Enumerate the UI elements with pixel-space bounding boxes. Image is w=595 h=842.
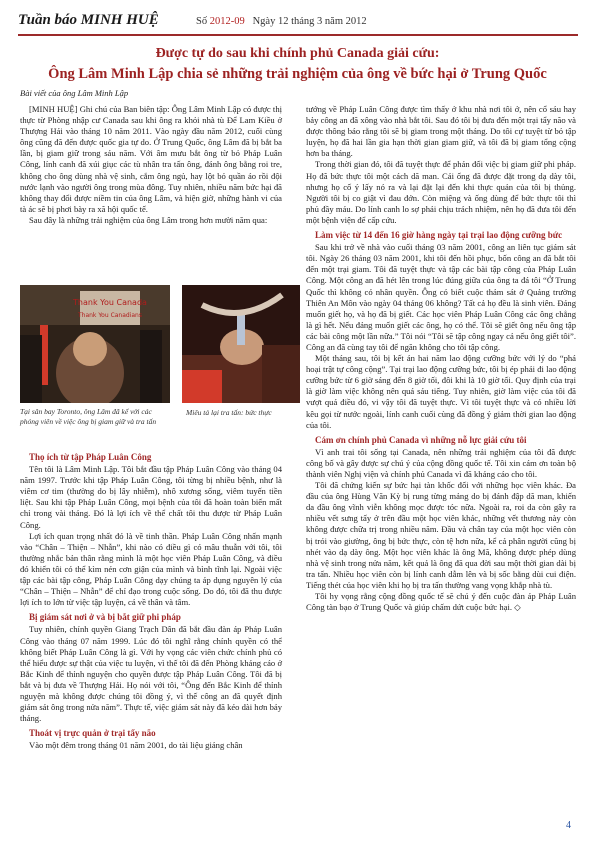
section-heading: Thoát vị trực quản ở trại tẩy não xyxy=(29,728,156,739)
body-paragraph: Sau khi trở về nhà vào cuối tháng 03 năm 2001, công an liên tục giám sát tôi. Ngày 26 tháng 03 năm 2001, khi tôi đến hồi phục, bốn công an đã bắt tôi đến một trại giam. Tôi đã tuyệt thực và tập các bài tập công của Pháp Luân Công. Một công an đã hét lên trong lúc đúng giữa của ông ta đá tôi “Ở Trung Quốc thì không có nhân quyền. Ông có biết cuộc thảm sát ở Quảng trường Thiên An Môn vào ngày 04 tháng 06 không? Tất cả họ đều là sinh viên. Đảng muốn giết họ, và họ đã bị giết. Các học viên Pháp Luân Công các ông chẳng là gì hết. Nếu đảng muốn giết các ông, họ có thể. Tôi sẽ giết ông nếu ông tập các bài công một lần nữa.” Tôi nói “Tôi sẽ tập công ngay cả nếu ông giết tôi”. Công an đã cùng tay tôi để ngăn không cho tôi tập công. xyxy=(306,242,576,352)
article-title-line2: Ông Lâm Minh Lập chia sẻ những trải nghiệm của ông về bức hại ở Trung Quốc xyxy=(48,66,547,82)
torture-reenactment-photo xyxy=(182,285,300,403)
sign-text-1: Thank You Canada xyxy=(73,298,147,307)
body-paragraph: Tôi hy vọng rằng cộng đồng quốc tế sẽ chú ý đến cuộc đàn áp Pháp Luân Công tàn bạo ở Trung Quốc và giúp chấm dứt cuộc bức hại. ◇ xyxy=(306,591,576,613)
issue-date: Ngày 12 tháng 3 năm 2012 xyxy=(252,16,367,27)
right-column-body xyxy=(306,104,576,613)
page-number: 4 xyxy=(566,820,571,831)
byline: Bài viết của ông Lâm Minh Lập xyxy=(20,88,129,98)
issue-info xyxy=(196,16,367,27)
masthead xyxy=(18,10,578,36)
left-column-body xyxy=(20,448,282,751)
issue-prefix: Số xyxy=(196,16,210,27)
body-paragraph: Tên tôi là Lâm Minh Lập. Tôi bắt đầu tập Pháp Luân Công vào tháng 04 năm 1997. Trước khi tập Pháp Luân Công, tôi từng bị nhiều bệnh, như là viêm cơ tim (thường do bị lây nhiễm), nhô xương sống, viêm tuyến tiền liệt. Sau khi tập Pháp Luân Công, mọi bệnh của tôi đã hoàn toàn biến mất chỉ trong vài tháng. Đó là lợi ích về thể chất tôi thu được từ Pháp Luân Công. xyxy=(20,464,282,530)
body-paragraph: Tôi đã chứng kiến sự bức hại tàn khốc đối với những học viên khác. Đa đầu của ông Hùng Văn Kỳ bị rung từng mảng do bị đánh đập dã man, khiến da đầu ông vĩnh viễn không mọc được tóc nữa. Ngoài ra, roi da còn gây ra nhiều vết sưng tấy ở trên đầu một học viên khác, những vết thương này còn không được chữa trị trong nhiều năm. Đầu và chân tay của một học viên còn bị trói vào giường, ông bị bức thực, còn tệ hơn nữa, kể cả phân người cũng bị nhét vào dạ dày ông. Một học viên khác là ông Mã, không được phép dùng nhà vệ sinh trong nửa năm, kết quả là ông đã qua đời sau một thời gian dài bị tra tấn. Nhiều học viên còn bị lính canh dẫm lên và bị sốc bằng dùi cui điện. Tiếng thét của học viên khi họ bị tra tấn thường vang vọng khắp nhà tù. xyxy=(306,480,576,590)
body-paragraph: Một tháng sau, tôi bị kết án hai năm lao động cưỡng bức với lý do “phá hoại trật tự công cộng”. Tại trại lao động cưỡng bức, tôi bị ép phải đi lao động cưỡng bức từ 6 giờ sáng đến 8 giờ tối, đôi khi là 10 giờ tối. Quy định của trại là giờ làm việc không nên quá sáu tiếng. Tuy nhiên, giờ làm việc của tôi đã vượt quá điều đó, vi vậy tôi đã tuyệt thực. Vì tôi tuyệt thực và có nhiều lời kêu gọi từ nước ngoài, lính canh cuối cùng đã đồng ý giảm thời gian lao động của tôi. xyxy=(306,353,576,430)
article-title-line1: Được tự do sau khi chính phủ Canada giải cứu: xyxy=(155,46,440,61)
publication-name: Tuần báo MINH HUỆ xyxy=(18,12,159,28)
section-heading: Làm việc từ 14 đến 16 giờ hàng ngày tại trại lao động cưỡng bức xyxy=(315,230,563,241)
torture-photo-graphic xyxy=(182,285,300,403)
intro-column xyxy=(20,104,282,226)
airport-photo-graphic xyxy=(20,285,170,403)
body-paragraph: tướng về Pháp Luân Công được tìm thấy ở khu nhà nơi tôi ở, nên cổ sáu hay bảy công an đã xông vào nhà bắt tôi. Sau đó tôi bị đưa đến một trại tẩy não và được thông báo rằng tôi sẽ bị giam trong một tháng. Do tôi cự tuyệt từ bỏ tập luyện, họ đã hai lần gia hạn thời gian giam giữ, và tôi đã bị giam tổng cộng hơn ba tháng. xyxy=(306,104,576,159)
body-paragraph: Trong thời gian đó, tôi đã tuyệt thực để phản đối việc bị giam giữ phi pháp. Họ đã bức thực tôi một cách dã man. Cái ống đã được đặt trong dạ dày tôi, nhưng họ cố ý lấy nó ra và lại đặt lại đến khi thực quản của tôi bị thủng. Người tôi bị co giật vì đau đớn. Còn miệng và ống dùng để bức thực tôi thì phủ đầy máu. Do lính canh lo sợ phải chịu trách nhiệm, nên họ đã đưa tôi đến một bệnh viện để cấp cứu. xyxy=(306,159,576,225)
photo-caption-torture: Miêu tả lại tra tấn: bức thực xyxy=(186,408,272,417)
section-heading: Thọ ích từ tập Pháp Luân Công xyxy=(29,452,152,462)
section-heading: Bị giám sát nơi ở và bị bắt giữ phi pháp xyxy=(29,612,181,623)
airport-photo xyxy=(20,285,170,403)
intro-paragraph: Sau đây là những trải nghiệm của ông Lâm trong hơn mười năm qua: xyxy=(29,214,268,225)
sign-text-2: Thank You Canadians xyxy=(77,312,143,319)
issue-number: 2012-09 xyxy=(209,16,245,27)
section-heading: Cám ơn chính phủ Canada vì những nỗ lực giải cứu tôi xyxy=(315,434,527,445)
body-paragraph: Vào một đêm trong tháng 01 năm 2001, do tài liệu giảng chân xyxy=(29,740,243,751)
photo-caption-airport: Tại sân bay Toronto, ông Lâm đã kể với các phóng viên về việc ông bị giam giữ và tra tấn xyxy=(20,407,157,426)
sign-background xyxy=(80,291,140,325)
body-paragraph: Tuy nhiên, chính quyền Giang Trạch Dân đã bắt đầu đàn áp Pháp Luân Công vào tháng 07 năm 1999. Lúc đó tôi nghĩ rằng chính quyền có thể không biết Pháp Luân Công là gì. Với hy vọng các viên chức chính phủ có thể hiểu được sự thật của việc tu luyện, vì thế tôi đã đến Phòng kháng cáo ở Bắc Kinh để thỉnh nguyện cho quyền được tập Pháp Luân Công. Tôi đã bị bắt và bị đưa về Thượng Hải. Họ nói với tôi, “Ông đến Bắc Kinh để thỉnh nguyện mà không được chúng tôi đồng ý, vì thế công an đã quyết định giám sát ông trong nửa năm”. Thực tế, việc giám sát này đã kéo dài hơn bảy tháng. xyxy=(20,624,282,724)
body-paragraph: Lợi ích quan trọng nhất đó là về tinh thần. Pháp Luân Công nhấn mạnh vào “Chân – Thiện – Nhẫn”, khi nào có điều gì có mâu thuẫn với tôi, tôi thường nhắc bản thân rằng mình là một học viên Pháp Luân Công, và điều đó khiến tôi có thể kìm nén cơn giận của mình và bình tĩnh lại. Ngoài việc tập các bài tập công, Pháp Luân Công dạy chúng ta áp dụng nguyên lý của “Chân – Thiện – Nhẫn” để chỉ đạo trong cuộc sống. Do đó, tôi đã thu được lợi ích to lớn từ việc tập luyện, cả về thân và tâm. xyxy=(20,530,282,608)
intro-paragraph: [MINH HUỆ] Ghi chú của Ban biên tập: Ông Lâm Minh Lập có được thị thực từ Phòng nhập cư Canada sau khi ông ra khỏi nhà tù Để Lam Kiều ở Thượng Hải vào tháng 10 năm 2011. Vào ngày đầu năm 2012, cuối cùng ông cũng đã đến được quốc gia tự do. Ở Trung Quốc, ông Lâm đã bị bắt ba lần, bị giam giữ trong sáu năm. Với âm mưu bắt ông từ bỏ Pháp Luân Công, lính canh đã xúi giục các tù nhân tra tấn ông, đánh ông bằng roi tre, không cho ông dùng nhà vệ sinh, cắm ông ngủ, hay lột bỏ quần áo rồi đội nước lạnh vào người ông trong mùa đông. Tuy nhiên, nhiều năm bức hại đã không thay đổi được niềm tin của ông Lâm, và hiện giờ, những hành vi của tà ác sẽ bị phơi bày ra xã hội quốc tế. xyxy=(20,104,282,214)
body-paragraph: Vì anh trai tôi sống tại Canada, nên những trải nghiệm của tôi đã được công bố và gây được sự chú ý của cộng đồng quốc tế. Tôi xin cám ơn toàn bộ thành viên Nghị viện và chính phủ Canada vì đã kháng cáo cho tôi. xyxy=(306,446,576,479)
